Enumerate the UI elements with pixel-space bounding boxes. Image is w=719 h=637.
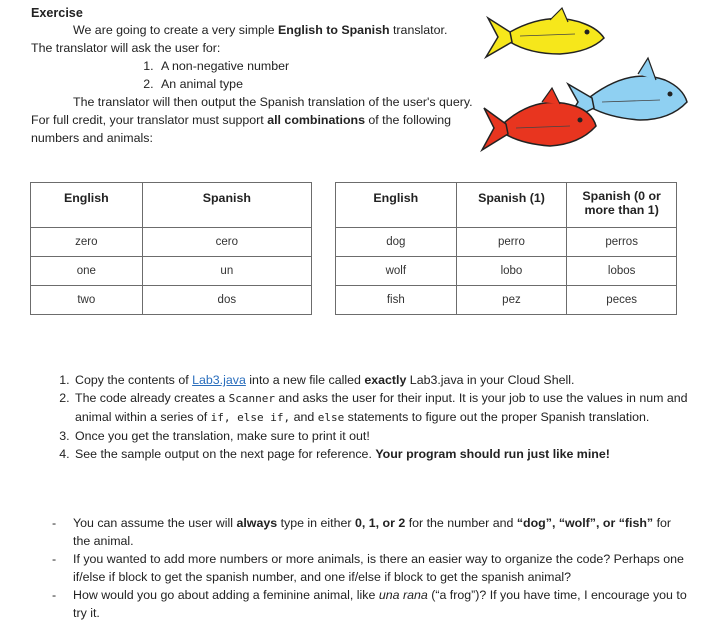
intro-text: The translator will then output the Spanish translation of the user's query. For full credit, your translator must support (31, 95, 473, 127)
input-list-item: 1. A non-negative number (157, 57, 476, 75)
table-cell: two (31, 286, 143, 315)
instruction-bold-text: exactly (364, 373, 407, 387)
table-cell: dos (142, 286, 311, 315)
table-header-row (31, 183, 312, 228)
table-cell: zero (31, 228, 143, 257)
table-header: Spanish (0 or more than 1) (567, 183, 677, 228)
notes-section (31, 514, 691, 622)
instruction-text: Copy the contents of (75, 373, 193, 387)
instruction-item: 3. Once you get the translation, make sure to print it out! (73, 427, 691, 445)
table-header: Spanish (142, 183, 311, 228)
code-text: Scanner (228, 392, 275, 405)
table-cell: lobos (567, 257, 677, 286)
table-row (31, 257, 312, 286)
table-header: English (31, 183, 143, 228)
table-cell: dog (336, 228, 457, 257)
intro-paragraph-3 (31, 93, 476, 147)
table-row (336, 286, 677, 315)
table-cell: un (142, 257, 311, 286)
instructions-list (31, 371, 691, 463)
instruction-item (73, 371, 691, 389)
note-bold-text: always (236, 516, 278, 530)
note-item: - If you wanted to add more numbers or more animals, is there an easier way to organize the code? Perhaps one if/else if block to get the spanish number, and one if/else if block to get the spanish animal? (73, 550, 691, 586)
table-cell: peces (567, 286, 677, 315)
table-row (31, 286, 312, 315)
note-text: How would you go about adding a feminine animal, like (73, 588, 379, 602)
table-cell: wolf (336, 257, 457, 286)
note-italic-text: una rana (378, 588, 428, 602)
yellow-fish-icon (486, 8, 604, 57)
animals-table (335, 182, 677, 315)
instruction-bold-text: Your program should run just like mine! (375, 447, 610, 461)
table-row (336, 228, 677, 257)
instruction-item (73, 445, 691, 463)
table-cell: pez (456, 286, 567, 315)
exercise-title: Exercise (31, 6, 83, 20)
table-header: Spanish (1) (456, 183, 567, 228)
note-text: (“a frog”)? If you have time, I encourage you to try it. (73, 588, 687, 620)
note-text: for the number and (405, 516, 517, 530)
table-cell: perros (567, 228, 677, 257)
input-list-item: 2. An animal type (157, 75, 476, 93)
code-text: else (317, 411, 345, 424)
lab3-java-link[interactable]: Lab3.java (192, 373, 246, 387)
table-cell: lobo (456, 257, 567, 286)
intro-bold-text: English to Spanish (278, 23, 390, 37)
instruction-text: statements to figure out the proper Spanish translation. (344, 410, 650, 424)
instruction-text: and (290, 410, 318, 424)
instruction-text: The code already creates a (75, 391, 229, 405)
note-text: for the animal. (73, 516, 672, 548)
instruction-text: and asks the user for their input. It is your job to use the values in num and animal within a series of (75, 391, 688, 424)
numbers-table (30, 182, 312, 315)
table-cell: fish (336, 286, 457, 315)
intro-bold-text: all combinations (267, 113, 365, 127)
note-item (73, 514, 691, 550)
intro-text: of the following numbers and animals: (31, 113, 452, 145)
table-cell: perro (456, 228, 567, 257)
intro-text: We are going to create a very simple (73, 23, 279, 37)
instruction-text: Lab3.java in your Cloud Shell. (406, 373, 575, 387)
code-text: if, else if, (210, 411, 291, 424)
note-bold-text: 0, 1, or 2 (354, 516, 406, 530)
note-text: You can assume the user will (73, 516, 237, 530)
intro-paragraph-1 (31, 21, 476, 39)
input-list (139, 57, 476, 93)
note-item (73, 586, 691, 622)
instruction-text: into a new file called (245, 373, 365, 387)
note-text: type in either (277, 516, 355, 530)
table-cell: cero (142, 228, 311, 257)
table-header: English (336, 183, 457, 228)
table-row (336, 257, 677, 286)
notes-list (31, 514, 691, 622)
table-cell: one (31, 257, 143, 286)
table-header-row (336, 183, 677, 228)
fish-illustration (480, 2, 690, 162)
intro-paragraph-2: The translator will ask the user for: (31, 41, 221, 55)
instruction-item (73, 389, 691, 427)
note-bold-text: “dog”, “wolf”, or “fish” (516, 516, 654, 530)
table-row (31, 228, 312, 257)
intro-text: translator. (389, 23, 448, 37)
instruction-text: See the sample output on the next page for reference. (75, 447, 376, 461)
instructions-section (31, 371, 691, 463)
intro-section (31, 21, 476, 147)
